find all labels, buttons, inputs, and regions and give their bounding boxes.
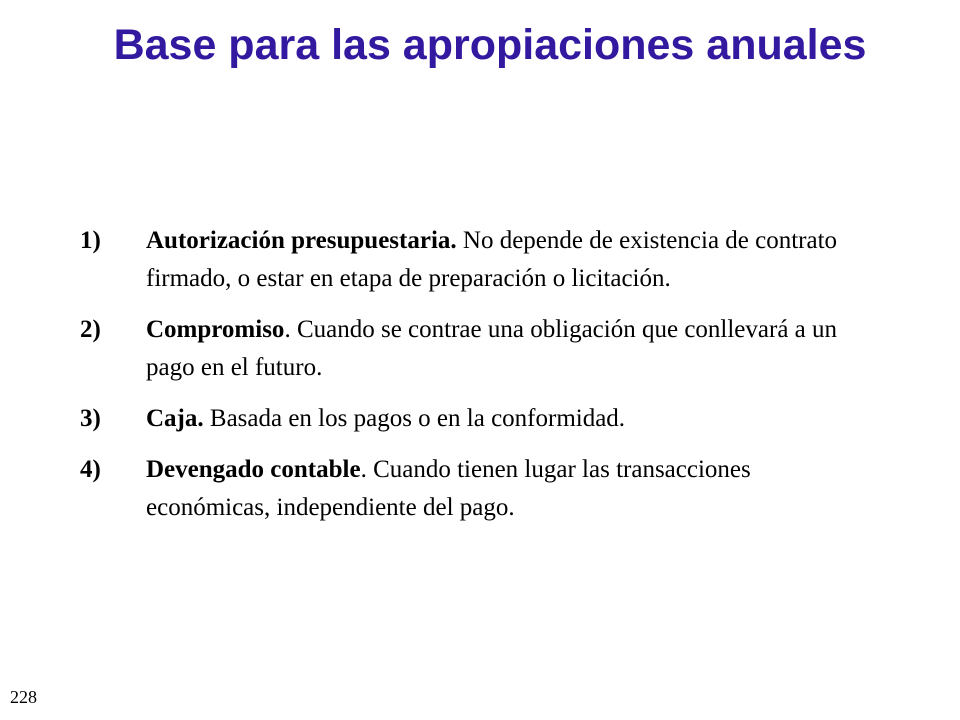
- list-item-text: . Cuando se contrae una obligación que conllevará a un pago en el futuro.: [146, 316, 838, 381]
- list-item-text: . Cuando tienen lugar las transacciones económicas, independiente del pago.: [146, 456, 751, 521]
- list-item-text: No depende de existencia de contrato firmado, o estar en etapa de preparación o licitación.: [146, 227, 838, 292]
- page-number: 228: [10, 687, 37, 707]
- list-item: [80, 311, 880, 387]
- list-item: [80, 400, 880, 438]
- basis-list: [80, 222, 880, 540]
- list-item-term: Devengado contable: [146, 456, 361, 483]
- list-item-number: 3): [80, 405, 101, 432]
- list-item-text: Basada en los pagos o en la conformidad.: [203, 405, 626, 432]
- list-item-term: Compromiso: [146, 316, 285, 343]
- slide-title: Base para las apropiaciones anuales: [113, 21, 867, 69]
- list-item-number: 1): [80, 227, 101, 254]
- list-item-term: Caja.: [146, 405, 204, 432]
- list-item: [80, 451, 880, 527]
- list-item-number: 2): [80, 316, 101, 343]
- list-item-number: 4): [80, 456, 101, 483]
- list-item: [80, 222, 880, 298]
- list-item-term: Autorización presupuestaria.: [146, 227, 457, 254]
